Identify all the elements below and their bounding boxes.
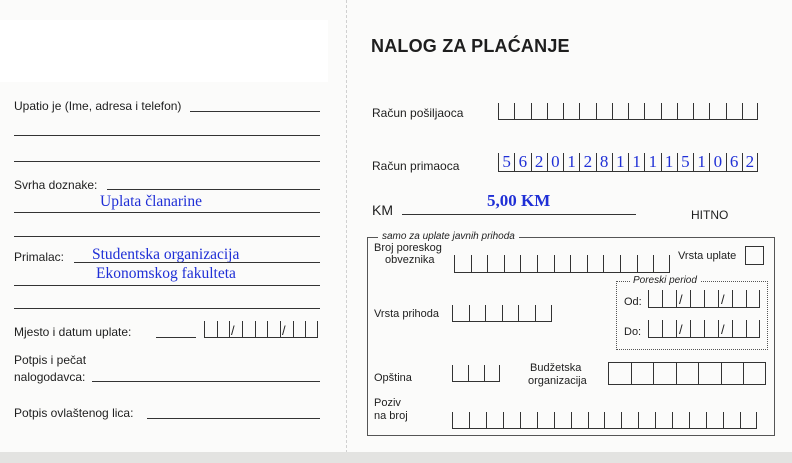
tax-number-cell[interactable] xyxy=(487,255,504,273)
od-label: Od: xyxy=(624,296,642,308)
account-digit-cell[interactable] xyxy=(612,103,628,120)
vrsta-prihoda-label: Vrsta prihoda xyxy=(374,308,440,320)
municipality-cell[interactable] xyxy=(452,365,468,382)
racun-posiljaoca-boxes[interactable] xyxy=(498,103,758,120)
tax-number-cell[interactable] xyxy=(587,255,604,273)
account-digit-cell[interactable] xyxy=(644,153,660,172)
period-date-cell[interactable] xyxy=(704,290,718,308)
account-digit-cell[interactable] xyxy=(693,153,709,172)
account-digit-cell[interactable] xyxy=(742,153,758,172)
reference-number-cell[interactable] xyxy=(452,412,469,429)
account-digit-cell[interactable] xyxy=(709,103,725,120)
blank-label-area xyxy=(0,20,328,82)
period-date-cell[interactable] xyxy=(690,320,704,338)
budzetska-boxes[interactable] xyxy=(608,362,766,385)
account-digit-cell[interactable] xyxy=(628,103,644,120)
km-amount-value[interactable]: 5,00 KM xyxy=(487,191,551,210)
period-date-cell[interactable] xyxy=(662,320,676,338)
account-digit: 1 xyxy=(697,152,706,171)
reference-number-cell[interactable] xyxy=(621,412,638,429)
svrha-field-line-3[interactable] xyxy=(14,236,320,237)
od-date-boxes[interactable] xyxy=(648,290,760,308)
tax-number-cell[interactable] xyxy=(537,255,554,273)
primalac-field-line-2[interactable] xyxy=(14,285,320,286)
account-digit-cell[interactable] xyxy=(531,103,547,120)
public-revenue-title: samo za uplate javnih prihoda xyxy=(378,230,519,243)
account-digit-cell[interactable] xyxy=(498,153,514,172)
reference-number-cell[interactable] xyxy=(503,412,520,429)
account-digit-cell[interactable] xyxy=(726,103,742,120)
account-digit: 1 xyxy=(648,152,658,171)
period-date-cell[interactable] xyxy=(732,290,746,308)
period-date-cell[interactable] xyxy=(648,290,662,308)
account-digit-cell[interactable] xyxy=(579,153,595,172)
potpis-pecat-field-line[interactable] xyxy=(92,381,320,382)
reference-number-cell[interactable] xyxy=(537,412,554,429)
poziv-label-line-2: na broj xyxy=(374,410,408,422)
account-digit: 5 xyxy=(681,152,690,171)
period-date-cell[interactable] xyxy=(732,320,746,338)
account-digit: 2 xyxy=(583,152,593,171)
primalac-field-line-1[interactable] xyxy=(74,262,320,263)
primalac-field-line-3[interactable] xyxy=(14,308,320,309)
potpis-pecat-label-line-2: nalogodavca: xyxy=(14,370,86,384)
primalac-label: Primalac: xyxy=(14,250,65,264)
account-digit: 8 xyxy=(599,152,609,171)
account-digit: 1 xyxy=(632,152,641,171)
account-digit-cell[interactable] xyxy=(742,103,758,120)
upatio-field-line-3[interactable] xyxy=(14,161,320,162)
revenue-type-cell[interactable] xyxy=(535,305,552,322)
account-digit-cell[interactable] xyxy=(563,103,579,120)
mjesto-datum-label: Mjesto i datum uplate: xyxy=(14,325,132,339)
account-digit: 6 xyxy=(518,152,528,171)
tax-number-cell[interactable] xyxy=(620,255,637,273)
account-digit-cell[interactable] xyxy=(644,103,660,120)
municipality-cell[interactable] xyxy=(468,365,484,382)
tax-period-title: Poreski period xyxy=(630,275,700,287)
reference-number-cell[interactable] xyxy=(604,412,621,429)
account-digit-cell[interactable] xyxy=(628,153,644,172)
reference-number-cell[interactable] xyxy=(638,412,655,429)
do-separator-2: / xyxy=(721,322,725,337)
account-digit: 1 xyxy=(616,152,625,171)
account-digit-cell[interactable] xyxy=(547,103,563,120)
tax-number-cell[interactable] xyxy=(471,255,488,273)
datum-cell[interactable] xyxy=(305,321,318,338)
do-label: Do: xyxy=(624,326,642,338)
fold-line xyxy=(346,0,347,463)
svrha-field-line-1[interactable] xyxy=(107,189,320,190)
budget-org-cell[interactable] xyxy=(676,362,699,385)
km-label: KM xyxy=(372,202,393,218)
poziv-label-line-1: Poziv xyxy=(374,397,401,409)
potpis-lica-field-line[interactable] xyxy=(147,418,320,419)
budget-org-cell[interactable] xyxy=(698,362,721,385)
do-separator-1: / xyxy=(679,322,683,337)
do-date-boxes[interactable] xyxy=(648,320,760,338)
upatio-field-line-1[interactable] xyxy=(190,111,320,112)
revenue-type-cell[interactable] xyxy=(469,305,486,322)
budzetska-label-line-2: organizacija xyxy=(528,375,587,387)
revenue-type-cell[interactable] xyxy=(502,305,519,322)
racun-posiljaoca-label: Račun pošiljaoca xyxy=(372,106,464,120)
od-separator-1: / xyxy=(679,292,683,307)
account-digit-cell[interactable] xyxy=(596,153,612,172)
tax-number-cell[interactable] xyxy=(603,255,620,273)
account-digit-cell[interactable] xyxy=(579,103,595,120)
revenue-type-cell[interactable] xyxy=(452,305,469,322)
reference-number-cell[interactable] xyxy=(520,412,537,429)
account-digit: 6 xyxy=(729,152,739,171)
datum-separator-2: / xyxy=(282,323,286,338)
tax-number-cell[interactable] xyxy=(637,255,654,273)
reference-number-cell[interactable] xyxy=(689,412,706,429)
account-digit-cell[interactable] xyxy=(709,153,725,172)
account-digit: 1 xyxy=(664,152,674,171)
upatio-label: Upatio je (Ime, adresa i telefon) xyxy=(14,99,182,113)
datum-separator-1: / xyxy=(231,323,235,338)
budget-org-cell[interactable] xyxy=(743,362,766,385)
municipality-cell[interactable] xyxy=(484,365,500,382)
account-digit: 5 xyxy=(502,152,511,171)
reference-number-cell[interactable] xyxy=(486,412,503,429)
datum-cell[interactable] xyxy=(255,321,268,338)
period-date-cell[interactable] xyxy=(746,290,760,308)
tax-number-cell[interactable] xyxy=(653,255,670,273)
svrha-value[interactable]: Uplata članarine xyxy=(100,193,202,210)
account-digit: 2 xyxy=(745,152,755,171)
reference-number-cell[interactable] xyxy=(672,412,689,429)
racun-primaoca-label: Račun primaoca xyxy=(372,159,460,173)
period-date-cell[interactable] xyxy=(704,320,718,338)
hitno-label: HITNO xyxy=(691,208,729,222)
budget-org-cell[interactable] xyxy=(608,362,631,385)
od-separator-2: / xyxy=(721,292,725,307)
tax-number-cell[interactable] xyxy=(520,255,537,273)
km-field-line[interactable] xyxy=(402,214,636,215)
account-digit-cell[interactable] xyxy=(677,103,693,120)
datum-uplate-boxes[interactable] xyxy=(204,321,318,338)
datum-cell[interactable] xyxy=(293,321,306,338)
datum-cell[interactable] xyxy=(242,321,255,338)
account-digit-cell[interactable] xyxy=(693,103,709,120)
account-digit-cell[interactable] xyxy=(612,153,628,172)
tax-number-cell[interactable] xyxy=(504,255,521,273)
account-digit-cell[interactable] xyxy=(661,153,677,172)
primalac-value-line-1[interactable]: Studentska organizacija xyxy=(92,246,240,263)
account-digit: 0 xyxy=(551,152,560,171)
datum-cell[interactable] xyxy=(217,321,230,338)
budget-org-cell[interactable] xyxy=(631,362,654,385)
revenue-type-cell[interactable] xyxy=(485,305,502,322)
budget-org-cell[interactable] xyxy=(721,362,744,385)
vrsta-prihoda-boxes[interactable] xyxy=(452,305,552,322)
period-date-cell[interactable] xyxy=(648,320,662,338)
reference-number-cell[interactable] xyxy=(723,412,740,429)
reference-number-cell[interactable] xyxy=(469,412,486,429)
account-digit-cell[interactable] xyxy=(677,153,693,172)
reference-number-cell[interactable] xyxy=(588,412,605,429)
account-digit-cell[interactable] xyxy=(514,103,530,120)
reference-number-cell[interactable] xyxy=(554,412,571,429)
account-digit-cell[interactable] xyxy=(531,153,547,172)
vrsta-uplate-label: Vrsta uplate xyxy=(678,250,737,262)
period-date-cell[interactable] xyxy=(746,320,760,338)
budzetska-label-line-1: Budžetska xyxy=(530,362,582,374)
account-digit-cell[interactable] xyxy=(547,153,563,172)
reference-number-cell[interactable] xyxy=(740,412,757,429)
account-digit-cell[interactable] xyxy=(596,103,612,120)
revenue-type-cell[interactable] xyxy=(518,305,535,322)
datum-cell[interactable] xyxy=(204,321,217,338)
poziv-na-broj-boxes[interactable] xyxy=(452,412,757,429)
form-bottom-edge xyxy=(0,452,792,463)
tax-number-cell[interactable] xyxy=(570,255,587,273)
opstina-boxes[interactable] xyxy=(452,365,500,382)
period-date-cell[interactable] xyxy=(662,290,676,308)
tax-number-cell[interactable] xyxy=(554,255,571,273)
svrha-field-line-2[interactable] xyxy=(14,212,320,213)
racun-primaoca-boxes[interactable] xyxy=(498,153,758,172)
opstina-label: Opština xyxy=(374,372,412,384)
account-digit-cell[interactable] xyxy=(563,153,579,172)
datum-cell[interactable] xyxy=(267,321,280,338)
broj-poreskog-label-line-1: Broj poreskog xyxy=(374,242,442,254)
period-date-cell[interactable] xyxy=(690,290,704,308)
mjesto-field-line[interactable] xyxy=(156,337,196,338)
account-digit-cell[interactable] xyxy=(514,153,530,172)
tax-number-cell[interactable] xyxy=(454,255,471,273)
reference-number-cell[interactable] xyxy=(706,412,723,429)
vrsta-uplate-box[interactable] xyxy=(745,246,764,265)
reference-number-cell[interactable] xyxy=(571,412,588,429)
broj-poreskog-boxes[interactable] xyxy=(454,255,670,273)
primalac-value-line-2[interactable]: Ekonomskog fakulteta xyxy=(96,265,236,282)
account-digit-cell[interactable] xyxy=(726,153,742,172)
account-digit: 2 xyxy=(534,152,544,171)
reference-number-cell[interactable] xyxy=(655,412,672,429)
broj-poreskog-label-line-2: obveznika xyxy=(385,254,435,266)
potpis-pecat-label-line-1: Potpis i pečat xyxy=(14,353,87,367)
account-digit: 1 xyxy=(567,152,576,171)
account-digit-cell[interactable] xyxy=(661,103,677,120)
potpis-lica-label: Potpis ovlaštenog lica: xyxy=(14,406,134,420)
upatio-field-line-2[interactable] xyxy=(14,135,320,136)
form-title: NALOG ZA PLAĆANJE xyxy=(371,36,570,56)
svrha-label: Svrha doznake: xyxy=(14,178,98,192)
account-digit-cell[interactable] xyxy=(498,103,514,120)
account-digit: 0 xyxy=(713,152,723,171)
budget-org-cell[interactable] xyxy=(653,362,676,385)
